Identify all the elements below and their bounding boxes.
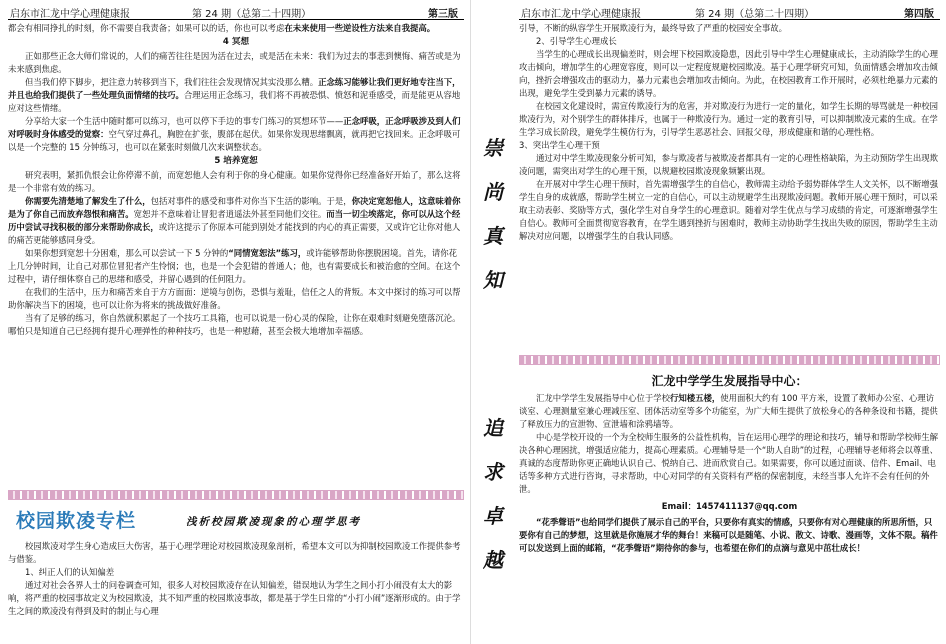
page-header-left (8, 2, 464, 20)
motto-char: 求 (483, 460, 503, 484)
paragraph: 在我们的生活中，压力和痛苦来自于方方面面：逆境与创伤，恐惧与羞耻，信任之人的背叛。本文中探讨的练习可以帮助你解决当下的困境，也可以让你为将来的挑战做好准备。 (8, 287, 461, 310)
center-introduction (519, 392, 940, 644)
subheading: 1、纠正人们的认知偏差 (25, 567, 115, 577)
edition-label: 第三版 (428, 9, 458, 20)
article-continuation (8, 22, 464, 485)
paragraph: 在校园文化建设时，需宣传欺凌行为的危害，并对欺凌行为进行一定的量化，如学生长期的辱骂就是一种校园欺凌行为，对个别学生的群体排斥，也属于一种欺凌行为。通过一定的教育引导，可以抑制欺凌元素的生成。在学生学习成长阶段，避免学生模仿行为，引导学生恶恶社会、回报父母，形成健康和谐的心理性格。 (519, 101, 938, 137)
motto-char: 知 (483, 268, 503, 292)
paragraph: 正如那些正念大师们常说的，人们的痛苦往往是因为活在过去，或是活在未来：我们为过去的事悲到懊悔、痛苦或是为未来感到焦虑。 (8, 51, 461, 74)
paragraph: 都会有相同挣扎的时刻，你不需要自我责备；如果可以的话，你也可以考虑在未来使用一些逆设性方法来自我提高。 (8, 23, 436, 33)
newspaper-name: 启东市汇龙中学心理健康报 (10, 9, 130, 20)
paragraph: 但当我们停下脚步，把注意力转移到当下，我们往往会发现情况其实没那么糟。正念练习能够让我们更好地专注当下，并且也给我们提供了一些处理负面情绪的技巧。合理运用正念练习，我们将不再被恐惧、愤怒和泥垂感受，而是能更从容地应对这些情绪。 (8, 77, 461, 113)
motto-char: 尚 (483, 180, 503, 204)
subheading: 3、突出学生心理干预 (519, 140, 600, 150)
paragraph: 在开展对中学生心理干预时，首先需增强学生的自信心，教师需主动给予弱势群体学生人文关怀，以不断增强学生自身的成就感，帮助学生树立一定的自信心，可以主动规避学生出现欺凌问题。教师开展心理干预时，可以采取主动表彰、奖励等方式，强化学生对自身学生的心理意识。随着对学生优点与学习成绩的肯定，可逐渐增强学生自信心。教师可全面贯彻宽容教育，在学生遇到挫折与困难时，教师主动协助学生找出失败的原因，帮助学生主动解决对应问题，以增强学生的自我认同感。 (519, 179, 938, 241)
email-address[interactable]: Email：1457411137@qq.com (661, 501, 798, 511)
page-four (476, 0, 946, 644)
paragraph: 通过对社会各界人士的问卷调查可知，很多人对校园欺凌存在认知偏差，错误地认为学生之间小打小闹没有太大的影响，将严重的校园事故定义为校园欺凌，其不知严重的校园欺凌事故，都是基于学生日常的“小打小闹”逐渐形成的。由于学生之间的欺凌没有得到及时的制止与心理 (8, 580, 461, 616)
decorative-border (519, 355, 940, 365)
edition-label: 第四版 (904, 9, 934, 20)
motto-char: 追 (483, 416, 503, 440)
paragraph: 当学生的心理成长出现偏差时，则会埋下校园欺凌隐患，因此引导中学生心理健康成长，主动消除学生的心理攻击倾向，增加学生的心理宽容度，则可以一定程度规避校园欺凌。基于心理学研究可知，负面情感会增加攻击倾向，挫折会增强攻击的驱动力，暴力元素也会增加攻击倾向。为此，在校园教育工作开展时，必须杜绝暴力元素的出现，避免学生受到暴力元素的诱导。 (519, 49, 938, 98)
motto-char: 真 (483, 224, 503, 248)
paragraph: 如果你想到宽恕十分困难，那么可以尝试一下 5 分钟的“同情宽恕法”练习，或许能够帮助你摆脱困境。首先，请你花上几分钟时间，让自己对那位冒犯者产生怜悯；也，也是一个会犯错的普通人；他，也有需要成长和被治愈的空间。在这个过程中，请仔细体察自己的思绪和感受，并留心遇到的任何阻力。 (8, 248, 461, 284)
newspaper-name: 启东市汇龙中学心理健康报 (521, 9, 641, 20)
motto-char: 越 (483, 548, 503, 572)
bullying-article-continued (519, 22, 940, 357)
paragraph: 通过对中学生欺凌现象分析可知，参与欺凌者与被欺凌者都具有一定的心理性格缺陷，为主动预防学生出现欺凌问题，需突出对学生的心理干预，以规避校园欺凌现象频繁出现。 (519, 153, 938, 176)
page-header-right (519, 2, 940, 20)
page-three (0, 0, 470, 644)
subheading: 2、引导学生心理成长 (536, 36, 617, 46)
section-heading: 4 冥想 (222, 37, 250, 47)
paragraph: 汇龙中学学生发展指导中心位于学校行知楼五楼，使用面积大约有 100 平方米，设置了教师办公室、心理访谈室、心理测量室兼心理减压室、团体活动室等多个功能室，为广大师生提供了放松身心的各种条设和书籍，提供了释放压力的宣泄物、宣泄墙和涂鸦墙等。 (519, 393, 938, 429)
paragraph: 当有了足够的练习，你自然就积累起了一个技巧工具箱，也可以说是一份心灵的保险，让你在艰难时刻避免堕落沉沦。哪怕只是知道自己已经拥有提升心理弹性的种种技巧，也是一种慰藉，甚至会极大地增加幸福感。 (8, 313, 461, 336)
article-title: 浅析校园欺凌现象的心理学思考 (186, 516, 361, 528)
issue-number: 第 24 期（总第二十四期） (192, 9, 312, 20)
contribution-notice: “花季聲语”也给同学们提供了展示自己的平台，只要你有真实的情感，只要你有对心理健康的所思所悟，只要你有自己的梦想，这里就是你施展才华的舞台！来稿可以是随笔、小说、散文、诗歌、漫画等，文体不限。稿件可以发送到上面的邮箱，“花季聲语”期待你的参与，也希望在你们的点滴与意见中茁壮成长！ (519, 517, 938, 553)
center-title: 汇龙中学学生发展指导中心： (651, 374, 808, 388)
paragraph: 校园欺凌对学生身心造成巨大伤害，基于心理学理论对校园欺凌现象剖析，希望本文可以为抑制校园欺凌工作提供参考与借鉴。 (8, 541, 461, 564)
decorative-border (8, 490, 464, 500)
bullying-article (8, 540, 464, 644)
motto-char: 卓 (483, 504, 503, 528)
motto-char: 崇 (483, 136, 503, 160)
paragraph: 研究表明，紧抓仇恨会让你停滞不前，而宽恕他人会有利于你的身心健康。如果你觉得你已经准备好开始了，那么这将是一个非常有效的练习。 (8, 170, 461, 193)
paragraph: 你需要先清楚地了解发生了什么，包括对事件的感受和事件对你当下生活的影响。于是，你决定宽恕他人，这意味着你是为了你自己而放弃怨恨和痛苦。宽恕并不意味着让冒犯者逍遥法外甚至同他们交往。而当一切尘埃落定，你可以从这个经历中尝试寻找积极的部分来帮助你成长，或许这提示了你原本可能到别处才能找到的内心的真正需要，又或许它让你对他人的痛苦更能够感同身受。 (8, 196, 461, 245)
issue-number: 第 24 期（总第二十四期） (695, 9, 815, 20)
paragraph: 分享给大家一个生活中随时都可以练习，也可以停下手边的事专门练习的冥想环节——正念呼吸，正念呼吸涉及到人们对呼吸时身体感受的觉察：空气穿过鼻孔，胸腔在扩张，腹部在起伏。如果你发现思绪飘离，就再把它找回来。正念呼吸可以是一个完整的 15 分钟练习，也可以在紧张时刻做几次来调整状态。 (8, 116, 461, 152)
paragraph: 引导，不断的纵容学生开展欺凌行为，最终导致了严重的校园安全事故。 (519, 23, 787, 33)
column-title: 校园欺凌专栏 (16, 510, 137, 532)
page-gutter (470, 0, 471, 644)
paragraph: 中心是学校开设的一个为全校师生服务的公益性机构，旨在运用心理学的理论和技巧，辅导和帮助学校师生解决各种心理困扰，增强适应能力，提高心理素质。心理辅导是一个“助人自助”的过程，心理辅导老师将会以尊重、真诚的态度帮助你更正确地认识自己、悦纳自己、进而欣赏自己。如果需要，你可以通过面谈、信件、Email、电话等多种方式进行咨询，寻求帮助，中心对同学的有关资料有严格的保密制度，未经当事人允许不会有任何的外泄。 (519, 432, 939, 494)
section-heading: 5 培养宽恕 (214, 156, 258, 166)
